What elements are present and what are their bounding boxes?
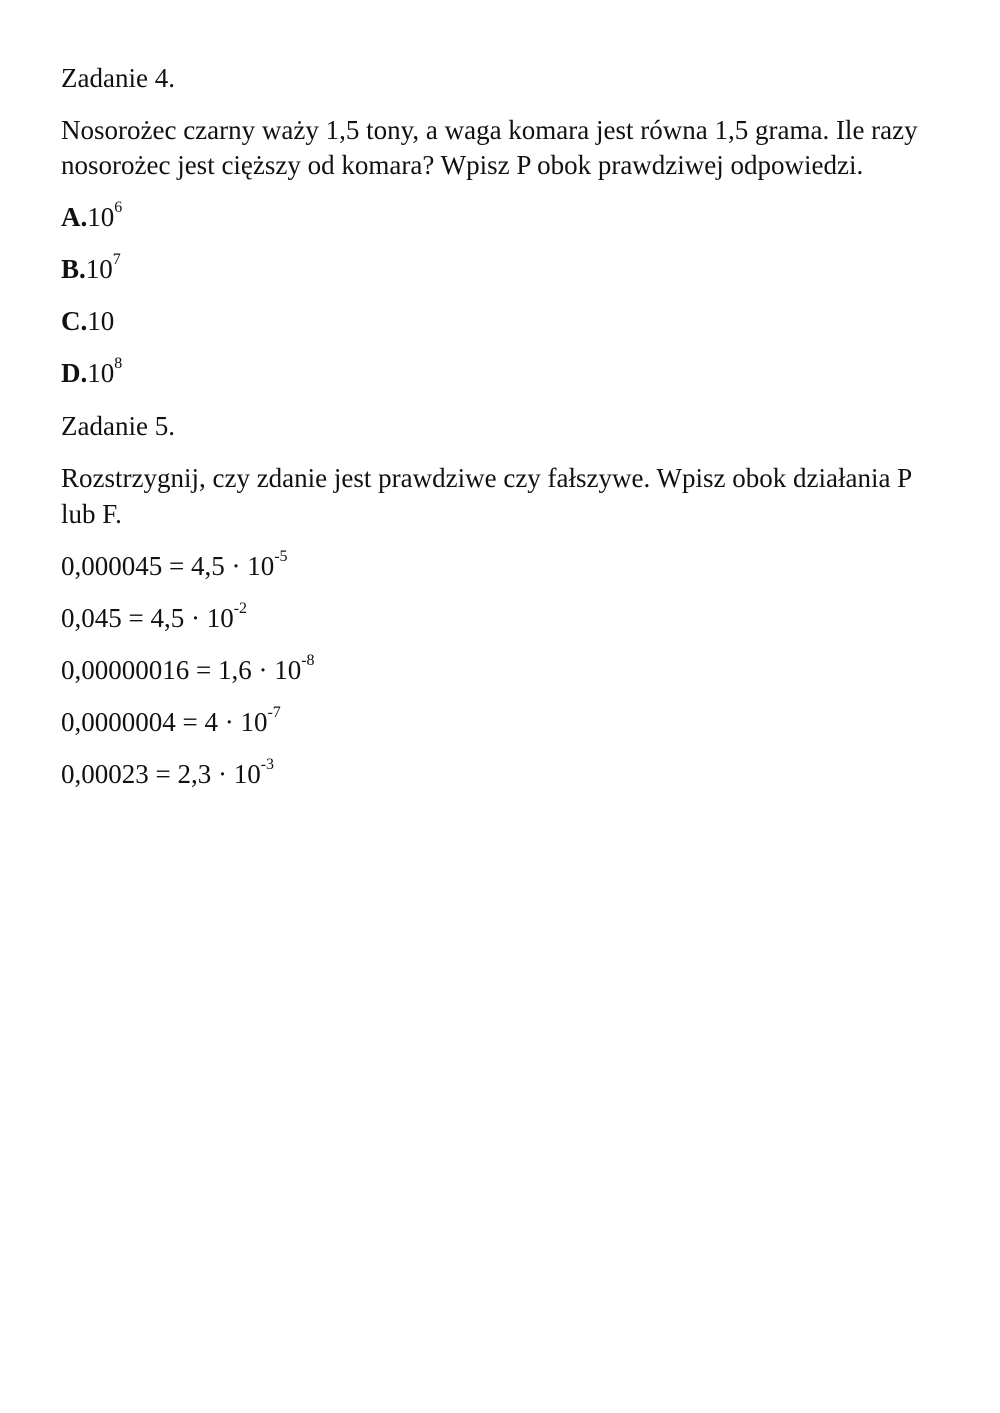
- option-letter: C.: [61, 306, 88, 336]
- task5-statement-5: [61, 756, 274, 792]
- option-letter: A.: [61, 202, 88, 232]
- statement-exponent: -2: [233, 600, 248, 617]
- option-base: 10: [87, 358, 115, 388]
- option-exponent: 7: [112, 251, 121, 268]
- task5-instruction-line1: Rozstrzygnij, czy zdanie jest prawdziwe czy fałszywe. Wpisz obok działania P: [61, 463, 913, 493]
- task5-heading: Zadanie 5.: [61, 411, 175, 441]
- option-base: 10: [87, 306, 115, 336]
- option-exponent: 8: [114, 355, 123, 372]
- statement-exponent: -3: [260, 756, 275, 773]
- task5-statement-2: [61, 600, 247, 636]
- statement-exponent: -5: [274, 548, 288, 565]
- statement-text: 0,00023 = 2,3 · 10: [61, 759, 261, 789]
- task4-question-line1: Nosorożec czarny waży 1,5 tony, a waga komara jest równa 1,5 grama. Ile razy: [61, 115, 918, 145]
- task4-question-line2: nosorożec jest cięższy od komara? Wpisz P obok prawdziwej odpowiedzi.: [61, 150, 864, 180]
- statement-exponent: -8: [301, 652, 315, 669]
- option-letter: B.: [61, 254, 86, 284]
- task4-option-b: [61, 251, 121, 287]
- option-base: 10: [85, 254, 113, 284]
- statement-text: 0,0000004 = 4 · 10: [61, 707, 268, 737]
- task5-statement-3: [61, 652, 315, 688]
- task5-statement-1: [61, 548, 288, 584]
- task5-instruction-line2: lub F.: [61, 499, 122, 529]
- statement-text: 0,00000016 = 1,6 · 10: [61, 655, 302, 685]
- option-base: 10: [87, 202, 115, 232]
- task4-option-c: [61, 303, 114, 339]
- task4-heading: Zadanie 4.: [61, 63, 175, 93]
- task5-statement-4: [61, 704, 281, 740]
- statement-text: 0,000045 = 4,5 · 10: [61, 551, 275, 581]
- statement-text: 0,045 = 4,5 · 10: [61, 603, 234, 633]
- option-exponent: 6: [114, 199, 123, 216]
- option-letter: D.: [61, 358, 88, 388]
- task4-option-d: [61, 355, 122, 391]
- task4-option-a: [61, 199, 122, 235]
- statement-exponent: -7: [267, 704, 281, 721]
